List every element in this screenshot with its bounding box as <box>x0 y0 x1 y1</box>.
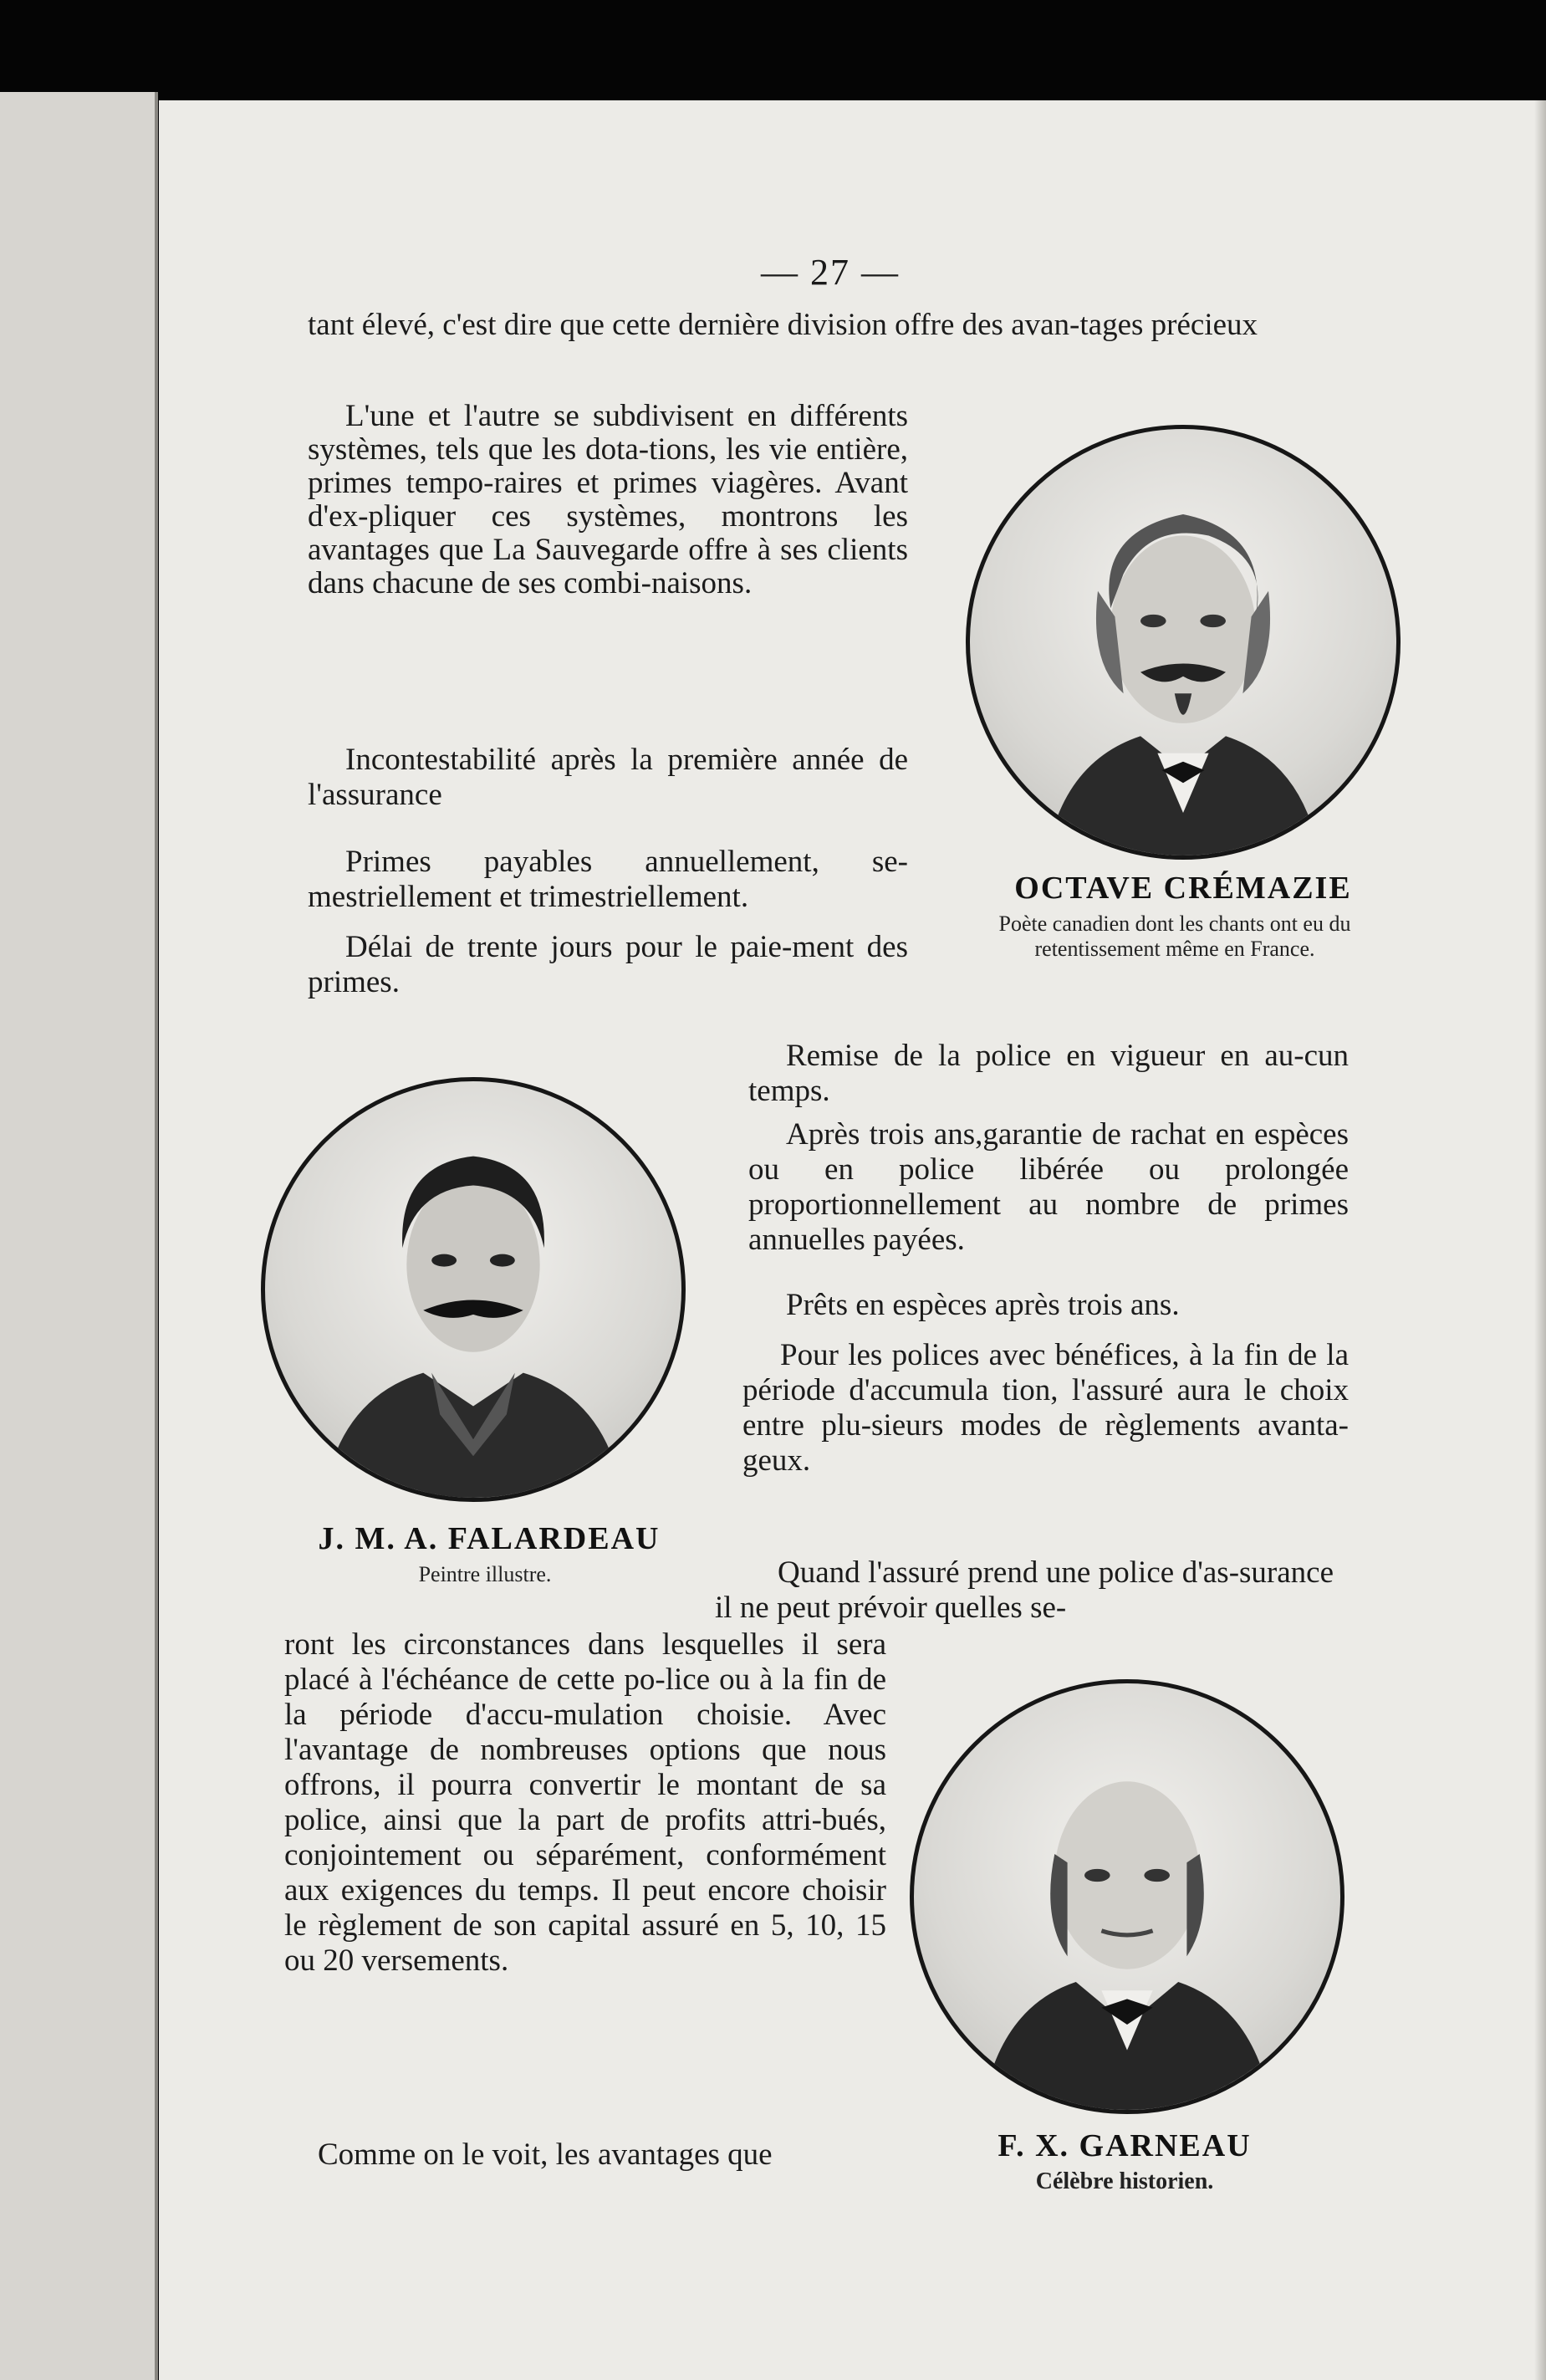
paragraph-1: tant élevé, c'est dire que cette dernière division offre des avan-tages précieux <box>308 308 1258 342</box>
page-number: — 27 — <box>761 252 900 293</box>
paragraph-3: Incontestabilité après la première année de l'assurance <box>308 743 908 812</box>
paragraph-10: Quand l'assuré prend une police d'as-surance il ne peut prévoir quelles se- <box>715 1555 1334 1625</box>
paragraph-11: ront les circonstances dans lesquelles il sera placé à l'échéance de cette po-lice ou à la fin de la période d'accu-mulation choisie. Avec l'avantage de nombreuses options que nous offrons, il pourra convertir le montant de sa police, ainsi que la part de profits attri-bués, conjointement ou séparément, conformément aux exigences du temps. Il peut encore choisir le règlement de son capital assuré en 5, 10, 15 ou 20 versements. <box>284 1627 886 1978</box>
paragraph-4: Primes payables annuellement, se-mestriellement et trimestriellement. <box>308 845 908 914</box>
caption-name-cremazie: OCTAVE CRÉMAZIE <box>1014 871 1352 906</box>
portrait-falardeau <box>261 1077 686 1502</box>
caption-name-garneau: F. X. GARNEAU <box>998 2128 1252 2163</box>
caption-desc-cremazie: Poète canadien dont les chants ont eu du retentissement même en France. <box>998 912 1351 961</box>
page-edge-shadow <box>1534 100 1546 2380</box>
portrait-garneau <box>910 1679 1344 2114</box>
paragraph-9: Pour les polices avec bénéfices, à la fin de la période d'accumula tion, l'assuré aura le choix entre plu-sieurs modes de règlements avanta-geux. <box>742 1338 1349 1478</box>
paragraph-2: L'une et l'autre se subdivisent en différents systèmes, tels que les dota-tions, les vie entière, primes tempo-raires et primes viagères. Avant d'ex-pliquer ces systèmes, montrons les avantages que La Sauvegarde offre à ses clients dans chacune de ses combi-naisons. <box>308 399 908 600</box>
paragraph-12: Comme on le voit, les avantages que <box>318 2137 773 2172</box>
portrait-cremazie-image <box>970 429 1396 855</box>
paragraph-5: Délai de trente jours pour le paie-ment des primes. <box>308 930 908 999</box>
caption-desc-falardeau: Peintre illustre. <box>418 1562 552 1586</box>
portrait-cremazie <box>966 425 1401 860</box>
paragraph-6: Remise de la police en vigueur en au-cun temps. <box>748 1039 1349 1108</box>
caption-desc-garneau: Célèbre historien. <box>1035 2168 1214 2194</box>
paragraph-8: Prêts en espèces après trois ans. <box>786 1288 1180 1322</box>
paragraph-7: Après trois ans,garantie de rachat en espèces ou en police libérée ou prolongée proportionnellement au nombre de primes annuelles payées. <box>748 1117 1349 1257</box>
facing-page-edge <box>0 92 158 2380</box>
portrait-falardeau-image <box>265 1081 681 1498</box>
portrait-garneau-image <box>914 1683 1340 2110</box>
caption-name-falardeau: J. M. A. FALARDEAU <box>318 1521 661 1556</box>
